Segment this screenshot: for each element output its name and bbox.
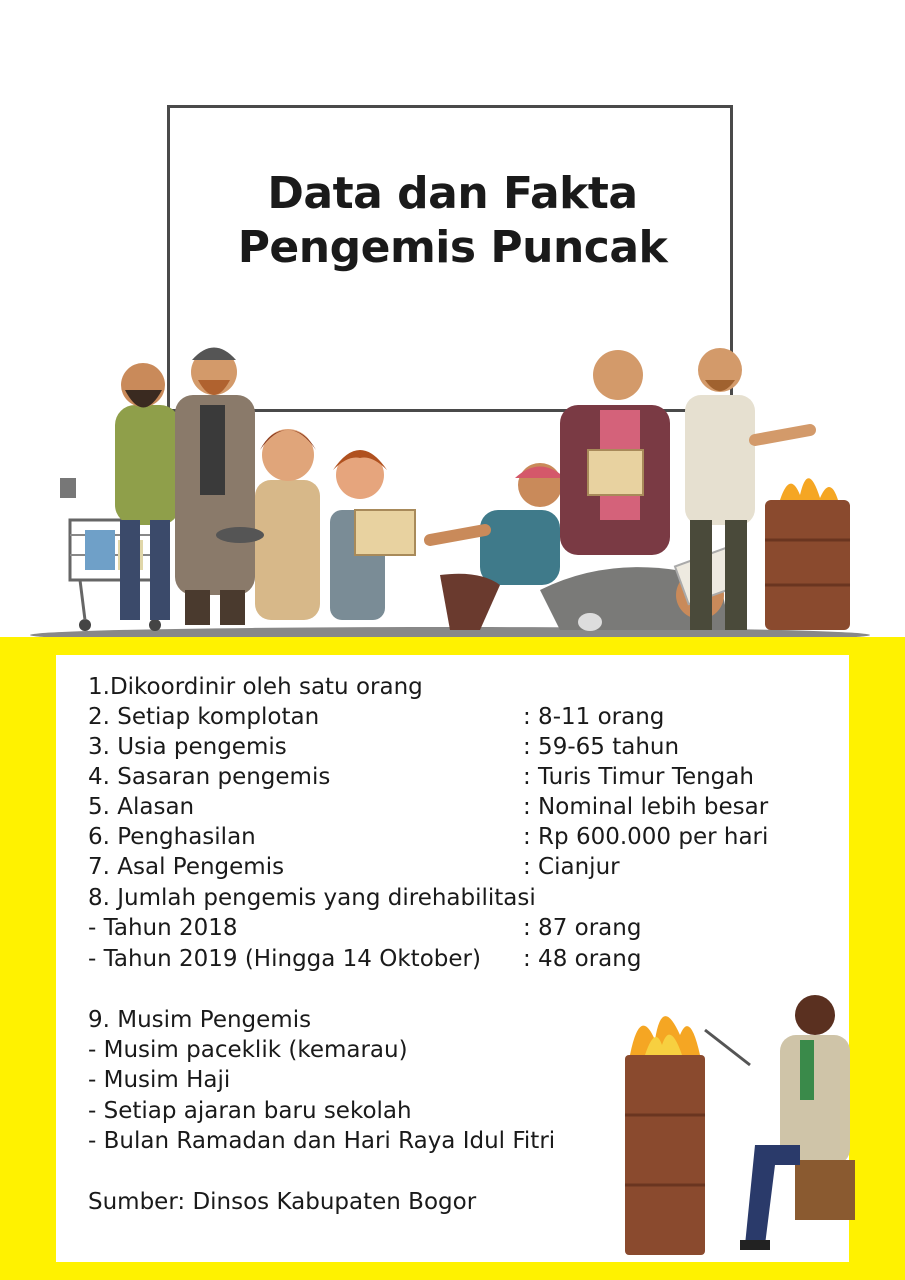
fact-3-value: : 59-65 tahun [523, 734, 680, 760]
fire-barrel-icon [765, 478, 850, 630]
fact-9d: - Bulan Ramadan dan Hari Raya Idul Fitri [88, 1128, 556, 1154]
fact-6-label: 6. Penghasilan [88, 824, 256, 850]
fact-8a-value: : 87 orang [523, 915, 642, 941]
source-note: Sumber: Dinsos Kabupaten Bogor [88, 1189, 477, 1215]
fact-9a: - Musim paceklik (kemarau) [88, 1037, 408, 1063]
beggar-figure-5 [430, 463, 565, 630]
beggar-figure-4 [330, 450, 415, 620]
man-by-fire-illustration [600, 985, 860, 1265]
page-title-line-2: Pengemis Puncak [237, 222, 668, 273]
barrel-icon [625, 1055, 705, 1255]
fact-1: 1.Dikoordinir oleh satu orang [88, 674, 423, 700]
fact-8: 8. Jumlah pengemis yang direhabilitasi [88, 885, 536, 911]
fact-8a-label: - Tahun 2018 [88, 915, 238, 941]
beggar-figure-6 [560, 350, 670, 555]
fact-2-label: 2. Setiap komplotan [88, 704, 320, 730]
fact-2-value: : 8-11 orang [523, 704, 665, 730]
fact-3-label: 3. Usia pengemis [88, 734, 287, 760]
fact-6-value: : Rp 600.000 per hari [523, 824, 769, 850]
fire-icon [630, 1016, 700, 1055]
fact-8b-label: - Tahun 2019 (Hingga 14 Oktober) [88, 946, 481, 972]
fact-9b: - Musim Haji [88, 1067, 231, 1093]
fact-7-value: : Cianjur [523, 854, 620, 880]
fact-9c: - Setiap ajaran baru sekolah [88, 1098, 412, 1124]
beggar-figure-7 [540, 546, 745, 631]
fact-8b-value: : 48 orang [523, 946, 642, 972]
fact-4-value: : Turis Timur Tengah [523, 764, 754, 790]
beggars-illustration [0, 330, 905, 650]
beggar-figure-2 [175, 348, 255, 626]
fact-9: 9. Musim Pengemis [88, 1007, 312, 1033]
fact-4-label: 4. Sasaran pengemis [88, 764, 331, 790]
fact-5-label: 5. Alasan [88, 794, 195, 820]
fact-7-label: 7. Asal Pengemis [88, 854, 285, 880]
page-title-line-1: Data dan Fakta [267, 168, 638, 219]
seated-man-figure [740, 995, 855, 1250]
fact-5-value: : Nominal lebih besar [523, 794, 769, 820]
